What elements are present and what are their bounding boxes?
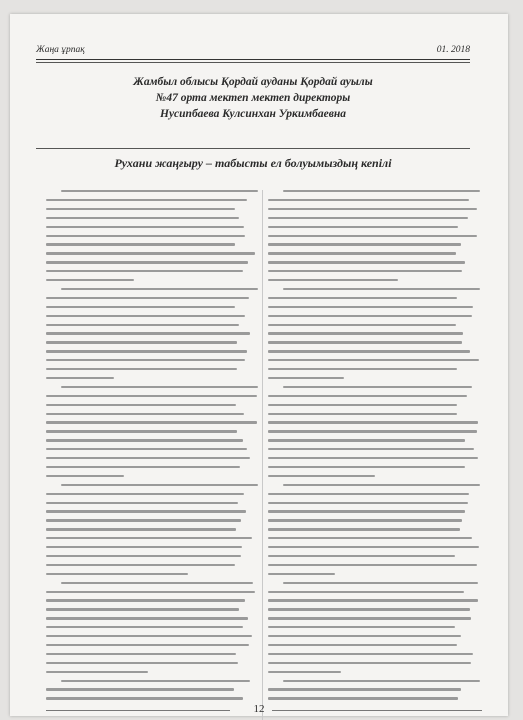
body-text-line	[46, 475, 124, 477]
body-text-line	[268, 555, 455, 557]
author-header	[36, 74, 470, 122]
body-text-line	[46, 688, 234, 690]
body-text-line	[46, 404, 236, 406]
body-text-line	[46, 261, 248, 263]
body-text-line	[46, 564, 235, 566]
body-text-line	[268, 297, 457, 299]
issue-date: 01. 2018	[436, 45, 470, 55]
body-text-line	[268, 599, 478, 601]
body-text-line	[46, 341, 237, 343]
body-text-line	[268, 502, 468, 504]
body-text-line	[268, 644, 457, 646]
body-text-line	[268, 573, 335, 575]
body-text-line	[46, 493, 244, 495]
body-text-line	[46, 502, 238, 504]
body-text-line	[268, 617, 471, 619]
body-text-line	[46, 421, 257, 423]
body-text-line	[268, 626, 455, 628]
body-text-line	[268, 519, 462, 521]
body-text-line	[268, 252, 456, 254]
body-text-line	[268, 688, 461, 690]
body-text-line	[61, 386, 258, 388]
body-text-line	[283, 582, 478, 584]
body-text-line	[268, 315, 472, 317]
body-text-line	[268, 546, 479, 548]
header-divider	[36, 148, 470, 149]
body-text-line	[46, 243, 235, 245]
author-location: Жамбыл облысы Қордай ауданы Қордай ауылы	[133, 76, 373, 88]
newspaper-name: Жаңа ұрпақ	[36, 45, 85, 55]
body-text-line	[46, 662, 238, 664]
body-text-line	[268, 243, 461, 245]
body-text-line	[268, 430, 477, 432]
body-text-line	[268, 564, 477, 566]
page-number: 12	[253, 703, 265, 715]
body-text-line	[46, 315, 245, 317]
body-text-line	[268, 226, 458, 228]
body-text-line	[46, 617, 248, 619]
body-text-line	[46, 226, 244, 228]
body-text-line	[268, 235, 477, 237]
text-column-right	[268, 190, 480, 720]
body-text-line	[46, 599, 245, 601]
body-text-line	[268, 261, 465, 263]
body-text-line	[283, 386, 472, 388]
body-text-line	[46, 573, 188, 575]
body-text-line	[268, 439, 465, 441]
body-text-line	[268, 457, 478, 459]
body-text-line	[46, 546, 242, 548]
body-text-line	[46, 217, 239, 219]
body-text-line	[268, 359, 479, 361]
body-text-line	[46, 448, 247, 450]
body-text-line	[46, 208, 235, 210]
body-text-line	[268, 635, 461, 637]
body-text-line	[268, 537, 472, 539]
body-text-line	[61, 288, 258, 290]
body-text-line	[268, 404, 457, 406]
body-text-line	[46, 466, 240, 468]
body-text-line	[46, 413, 244, 415]
body-text-line	[268, 306, 473, 308]
body-text-line	[46, 635, 252, 637]
body-text-line	[268, 413, 457, 415]
body-text-line	[46, 368, 237, 370]
body-text-line	[283, 680, 480, 682]
body-text-line	[46, 697, 243, 699]
body-text-line	[268, 697, 458, 699]
body-text-line	[46, 510, 246, 512]
body-text-line	[46, 671, 148, 673]
body-text-line	[268, 377, 344, 379]
body-text-line	[46, 439, 243, 441]
body-text-line	[61, 680, 250, 682]
body-text-line	[46, 537, 252, 539]
body-text-line	[46, 644, 249, 646]
body-text-line	[46, 279, 134, 281]
body-text-line	[46, 270, 243, 272]
body-text-line	[268, 368, 457, 370]
body-text-line	[46, 457, 250, 459]
author-name: Нусипбаева Кулсинхан Уркимбаевна	[160, 108, 346, 120]
newspaper-page	[10, 14, 508, 716]
body-text-line	[46, 324, 239, 326]
body-text-line	[61, 484, 258, 486]
body-text-line	[46, 235, 245, 237]
body-text-line	[268, 341, 462, 343]
body-text-line	[61, 190, 258, 192]
body-text-line	[268, 448, 474, 450]
body-text-line	[46, 252, 255, 254]
body-text-line	[268, 279, 398, 281]
body-text-line	[268, 421, 478, 423]
body-text-line	[268, 395, 467, 397]
body-text-line	[46, 297, 249, 299]
body-text-line	[268, 466, 465, 468]
body-text-line	[268, 475, 375, 477]
body-text-line	[268, 332, 463, 334]
body-text-line	[46, 555, 241, 557]
body-text-line	[46, 430, 237, 432]
body-text-line	[268, 199, 469, 201]
body-text-line	[268, 350, 470, 352]
text-column-left	[46, 190, 258, 720]
body-text-line	[46, 528, 236, 530]
masthead-rule-thin	[36, 62, 470, 63]
body-text-line	[46, 306, 235, 308]
body-text-line	[46, 653, 236, 655]
body-text-line	[268, 591, 464, 593]
body-text-line	[268, 270, 462, 272]
body-text-line	[283, 190, 480, 192]
footer-rule-right	[272, 710, 482, 711]
body-text-line	[268, 324, 456, 326]
body-text-line	[283, 484, 480, 486]
body-text-line	[268, 208, 477, 210]
body-text-line	[46, 359, 245, 361]
body-text-line	[46, 626, 243, 628]
body-text-line	[283, 288, 480, 290]
body-text-line	[268, 608, 470, 610]
article-title: Рухани жаңғыру – табысты ел болуымыздың кепілі	[114, 156, 392, 170]
body-text-line	[46, 519, 241, 521]
body-text-line	[61, 582, 254, 584]
body-text-line	[46, 591, 255, 593]
body-text-line	[46, 199, 247, 201]
body-text-line	[268, 493, 469, 495]
body-text-line	[46, 608, 239, 610]
body-text-line	[46, 350, 247, 352]
body-text-line	[268, 510, 465, 512]
masthead-rule	[36, 59, 470, 60]
body-text-line	[268, 653, 473, 655]
author-position: №47 орта мектеп мектеп директоры	[155, 92, 351, 104]
body-text-line	[46, 377, 114, 379]
body-text-line	[268, 217, 468, 219]
body-text-line	[46, 395, 257, 397]
body-text-line	[268, 662, 471, 664]
column-divider	[262, 190, 263, 720]
body-text-line	[268, 671, 341, 673]
body-text-line	[268, 528, 460, 530]
body-text-line	[46, 332, 250, 334]
